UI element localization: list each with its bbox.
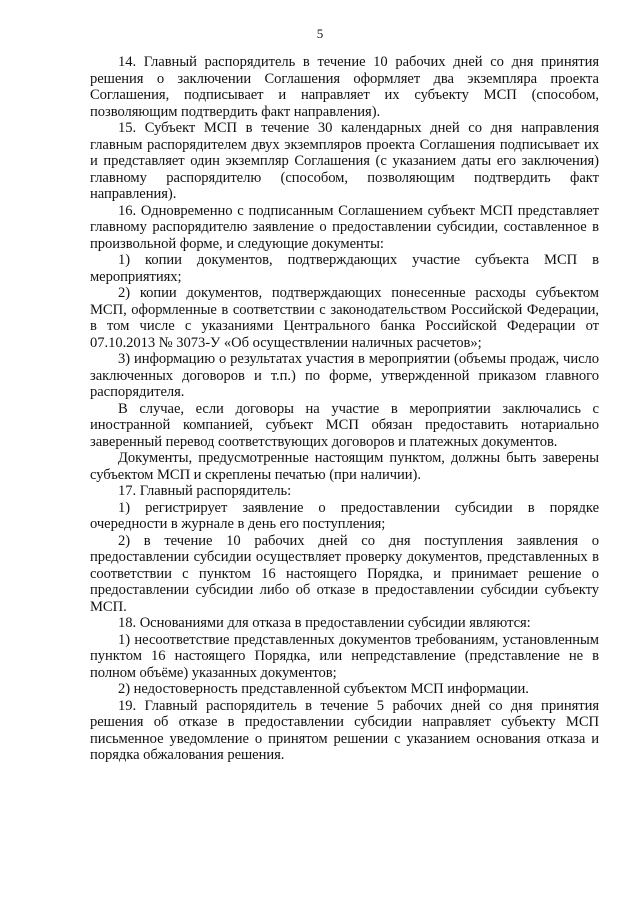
- paragraph-17-item-1: 1) регистрирует заявление о предоставлении субсидии в порядке очередности в журнале в день его поступления;: [90, 499, 599, 532]
- paragraph-19: 19. Главный распорядитель в течение 5 рабочих дней со дня принятия решения об отказе в предоставлении субсидии направляет субъекту МСП письменное уведомление о принятом решении с указанием основания отказа и порядка обжалования решения.: [90, 697, 599, 763]
- paragraph-18-item-2: 2) недостоверность представленной субъектом МСП информации.: [118, 681, 529, 697]
- paragraph-16-certification: Документы, предусмотренные настоящим пунктом, должны быть заверены субъектом МСП и скреплены печатью (при наличии).: [90, 450, 599, 483]
- paragraph-16: 16. Одновременно с подписанным Соглашением субъект МСП представляет главному распорядителю заявление о предоставлении субсидии, составленное в произвольной форме, и следующие документы:: [90, 202, 599, 252]
- paragraph-16-item-2: 2) копии документов, подтверждающих понесенные расходы субъектом МСП, оформленные в соответствии с законодательством Российской Федерации, в том числе с указаниями Центрального банка Российской Федерации от 07.10.2013 № 3073-У «Об осуществлении наличных расчетов»;: [90, 285, 599, 351]
- paragraph-18: 18. Основаниями для отказа в предоставлении субсидии являются:: [118, 615, 531, 631]
- paragraph-18-item-1: 1) несоответствие представленных документов требованиям, установленным пунктом 16 настоящего Порядка, или непредставление (представление не в полном объёме) указанных документов;: [90, 631, 599, 681]
- paragraph-16-foreign-company: В случае, если договоры на участие в мероприятии заключались с иностранной компанией, субъект МСП обязан предоставить нотариально заверенный перевод соответствующих договоров и платежных документов.: [90, 400, 599, 450]
- paragraph-17-item-2: 2) в течение 10 рабочих дней со дня поступления заявления о предоставлении субсидии осуществляет проверку документов, представленных в соответствии с пунктом 16 настоящего Порядка, и принимает решение о предоставлении субсидии либо об отказе в предоставлении субсидии субъекту МСП.: [90, 532, 599, 615]
- document-body: [90, 54, 599, 764]
- paragraph-14: 14. Главный распорядитель в течение 10 рабочих дней со дня принятия решения о заключении Соглашения оформляет два экземпляра проекта Соглашения, подписывает и направляет их субъекту МСП (способом, позволяющим подтвердить факт направления).: [90, 54, 599, 120]
- page-number: 5: [316, 26, 324, 41]
- paragraph-16-item-3: 3) информацию о результатах участия в мероприятии (объемы продаж, число заключенных договоров и т.п.) по форме, утвержденной приказом главного распорядителя.: [90, 351, 599, 400]
- paragraph-15: 15. Субъект МСП в течение 30 календарных дней со дня направления главным распорядителем двух экземпляров проекта Соглашения подписывает их и представляет один экземпляр Соглашения (с указанием даты его заключения) главному распорядителю (способом, позволяющим подтвердить факт направления).: [90, 120, 599, 202]
- paragraph-16-item-1: 1) копии документов, подтверждающих участие субъекта МСП в мероприятиях;: [90, 252, 599, 285]
- paragraph-17: 17. Главный распорядитель:: [118, 483, 292, 499]
